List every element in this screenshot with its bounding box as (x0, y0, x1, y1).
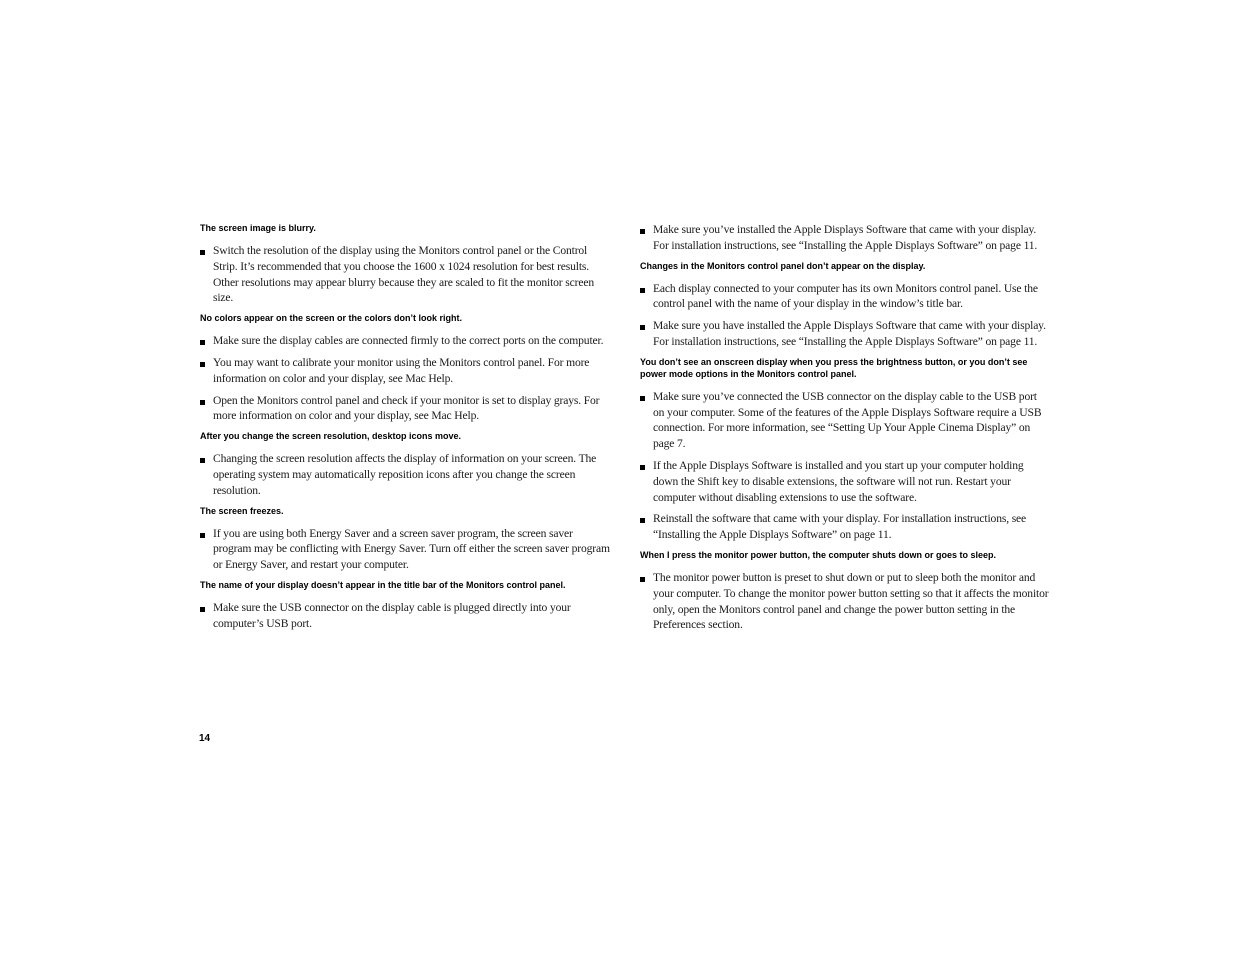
bullet-item: The monitor power button is preset to shut down or put to sleep both the monitor and your computer. To change the monitor power button setting so that it affects the monitor only, open the Monitors control panel and change the power button setting in the Preferences section. (640, 570, 1050, 633)
bullet-item: Make sure you have installed the Apple Displays Software that came with your display. For installation instructions, see “Installing the Apple Displays Software” on page 11. (640, 318, 1050, 350)
troubleshooting-section (200, 505, 610, 573)
bullet-item: Make sure the display cables are connected firmly to the correct ports on the computer. (200, 333, 610, 349)
troubleshooting-section (640, 549, 1050, 633)
bullet-item: Make sure you’ve installed the Apple Displays Software that came with your display. For installation instructions, see “Installing the Apple Displays Software” on page 11. (640, 222, 1050, 254)
troubleshooting-section (640, 356, 1050, 543)
bullet-item: Reinstall the software that came with your display. For installation instructions, see “Installing the Apple Displays Software” on page 11. (640, 511, 1050, 543)
bullet-item: Make sure the USB connector on the display cable is plugged directly into your computer’s USB port. (200, 600, 610, 632)
bullet-item: Make sure you’ve connected the USB connector on the display cable to the USB port on your computer. Some of the features of the Apple Displays Software require a USB connection. For more information, see “Setting Up Your Apple Cinema Display” on page 7. (640, 389, 1050, 452)
left-column (200, 222, 610, 638)
section-heading: Changes in the Monitors control panel don’t appear on the display. (640, 260, 926, 271)
section-heading: No colors appear on the screen or the colors don’t look right. (200, 313, 463, 324)
bullet-item: You may want to calibrate your monitor using the Monitors control panel. For more information on color and your display, see Mac Help. (200, 355, 610, 387)
section-heading: After you change the screen resolution, desktop icons move. (200, 431, 462, 442)
section-heading: The screen image is blurry. (200, 223, 316, 233)
page-number: 14 (199, 733, 211, 744)
troubleshooting-section (200, 579, 610, 632)
section-heading: When I press the monitor power button, the computer shuts down or goes to sleep. (640, 549, 997, 560)
bullet-item: If you are using both Energy Saver and a screen saver program, the screen saver program may be conflicting with Energy Saver. Turn off either the screen saver program or Energy Saver, and restart your computer. (200, 526, 610, 573)
bullet-list (200, 333, 610, 424)
bullet-item: Open the Monitors control panel and check if your monitor is set to display grays. For more information on color and your display, see Mac Help. (200, 393, 610, 425)
troubleshooting-section (640, 260, 1050, 350)
troubleshooting-section (640, 222, 1050, 254)
bullet-list (200, 243, 610, 306)
bullet-list (640, 389, 1050, 543)
bullet-list (640, 281, 1050, 350)
bullet-item: If the Apple Displays Software is installed and you start up your computer holding down the Shift key to disable extensions, the software will not run. Restart your computer without disabling extensions to use the software. (640, 458, 1050, 505)
right-column (640, 222, 1050, 639)
troubleshooting-section (200, 430, 610, 498)
bullet-item: Each display connected to your computer has its own Monitors control panel. Use the control panel with the name of your display in the window’s title bar. (640, 281, 1050, 313)
troubleshooting-section (200, 222, 610, 306)
bullet-list (640, 570, 1050, 633)
bullet-item: Switch the resolution of the display using the Monitors control panel or the Control Strip. It’s recommended that you choose the 1600 x 1024 resolution for best results. Other resolutions may appear blurry because they are scaled to fit the monitor screen size. (200, 243, 610, 306)
bullet-list (200, 526, 610, 573)
bullet-item: Changing the screen resolution affects the display of information on your screen. The operating system may automatically reposition icons after you change the screen resolution. (200, 451, 610, 498)
section-heading: The name of your display doesn’t appear in the title bar of the Monitors control panel. (200, 579, 566, 590)
bullet-list (200, 451, 610, 498)
section-heading: The screen freezes. (200, 505, 284, 516)
bullet-list (640, 222, 1050, 254)
section-heading: You don’t see an onscreen display when you press the brightness button, or you don’t see power mode options in the Monitors control panel. (640, 356, 1028, 379)
troubleshooting-section (200, 312, 610, 424)
bullet-list (200, 600, 610, 632)
